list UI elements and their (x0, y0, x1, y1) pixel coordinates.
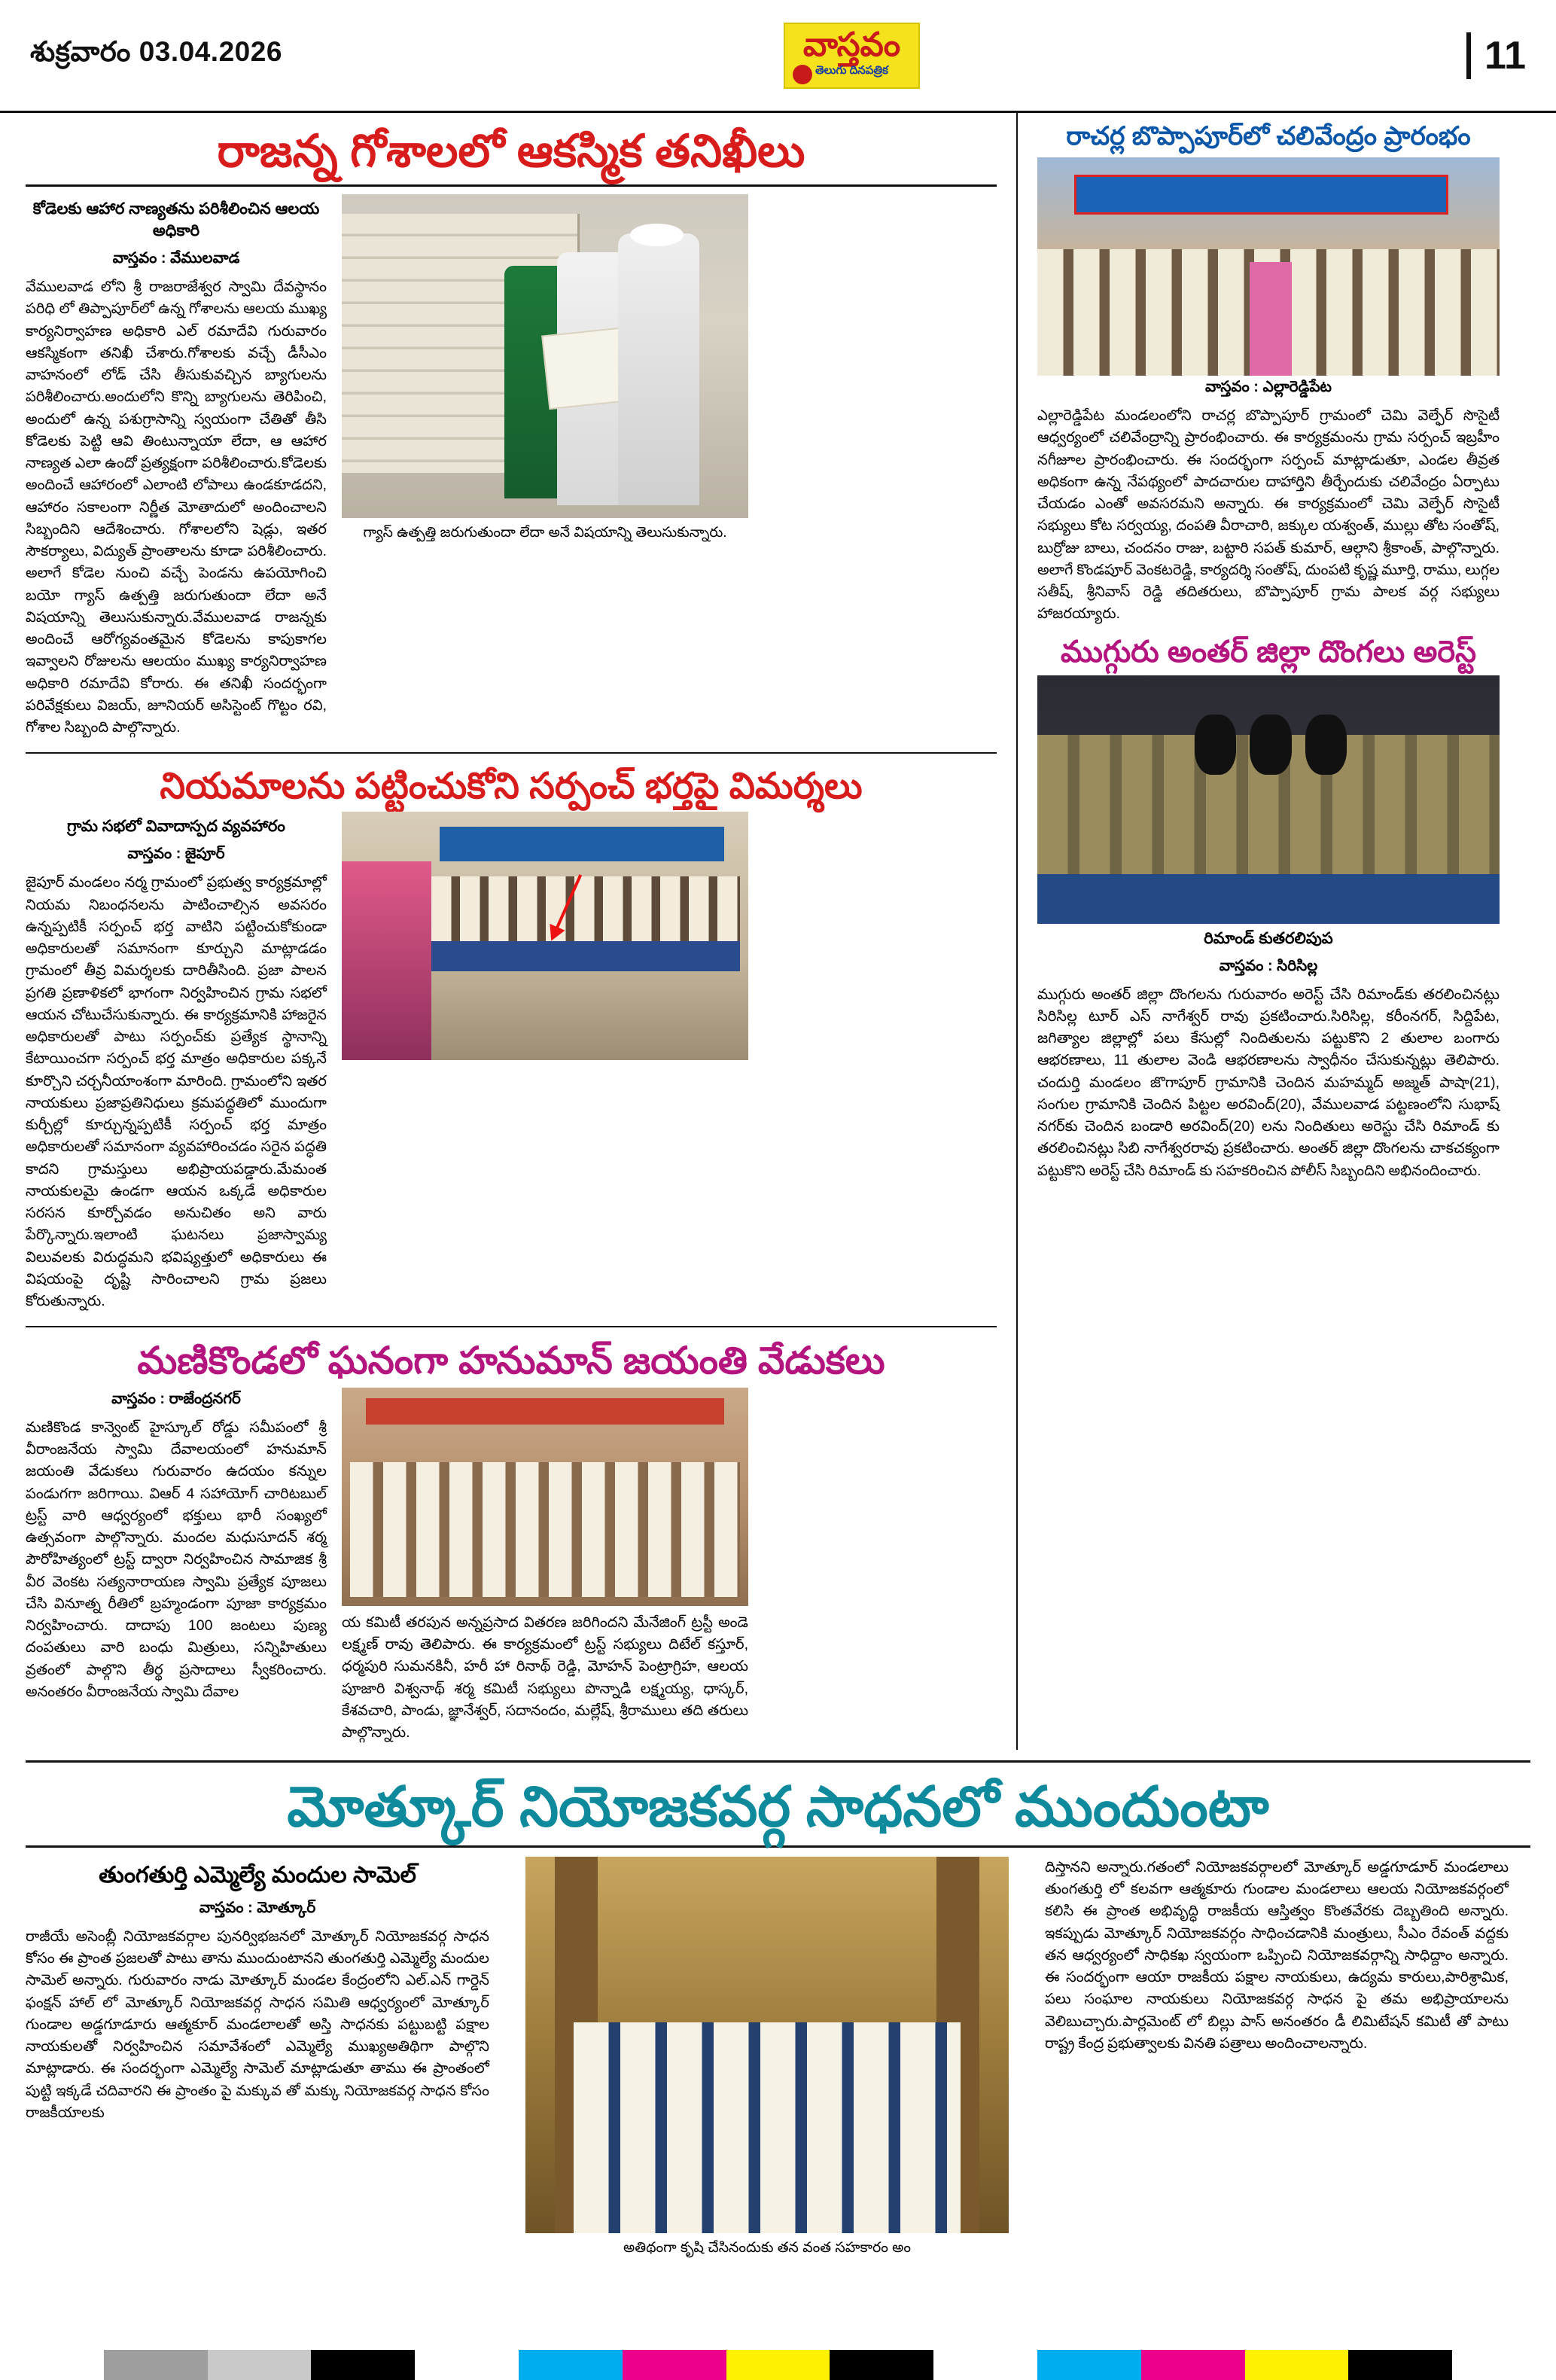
photo-banner (440, 827, 724, 861)
article6-body: రాజీయే అసెంబ్లీ నియోజకవర్గాల పునర్విభజనలో మోత్కూర్ నియోజకవర్గ సాధన కోసం ఈ ప్రాంత ప్రజలతో పాటు తాను ముందుంటానని తుంగతుర్తి ఎమ్మెల్యే మందుల సామెల్ అన్నారు. గురువారం నాడు మోత్కూర్ మండల కేంద్రంలోని ఎల్.ఎన్ గార్డెన్ ఫంక్షన్ హాల్ లో మోత్కూర్ నియోజకవర్గ సాధన సమితి ఆధ్వర్యంలో మోత్కూర్ గుండాల అడ్డగూడూరు ఆత్మకూర్ మండలాలతో అస్తి సాధనకు పట్టుబట్టి పక్షాల నాయకులతో నిర్వహించిన సమావేశంలో ఎమ్మెల్యే ముఖ్యఅతిథిగా పాల్గొని మాట్లాడారు. ఈ సందర్భంగా ఎమ్మెల్యే సామెల్ మాట్లాడుతూ తాము ఈ ప్రాంతంలో పుట్టి ఇక్కడే చదివారని ఈ ప్రాంతం పై మక్కువ తో మక్కు నియోజకవర్గ సాధన కోసం రాజకీయాలకు (26, 1927, 489, 2121)
photo-cap-icon (630, 224, 683, 246)
article6-photo-caption: అతిథంగా కృషి చేసినందుకు తన వంత సహకారం అం (623, 2239, 911, 2256)
article2-photo (1037, 157, 1500, 376)
colorbar-seg (311, 2350, 415, 2380)
left-column (26, 113, 1018, 1750)
colorbar-seg (519, 2350, 623, 2380)
article6-photo (525, 1857, 1009, 2233)
article1-kicker: కోడెలకు ఆహార నాణ్యతను పరిశీలించిన ఆలయ అధికారి (32, 200, 320, 239)
article1-text-column (26, 194, 327, 745)
colorbar-seg (830, 2350, 933, 2380)
photo-desk (1037, 874, 1500, 924)
divider (26, 1845, 1530, 1848)
article5-text-column (26, 1388, 327, 1751)
right-column (1018, 113, 1500, 1750)
article1 (26, 194, 997, 745)
colorbar-seg (933, 2350, 1037, 2380)
article3-text-column (26, 812, 327, 1318)
photo-accused-2 (1250, 715, 1291, 774)
photo-standing-woman (342, 861, 431, 1060)
colorbar-seg (1348, 2350, 1452, 2380)
photo-seated-people (431, 876, 740, 946)
colorbar-seg (0, 2350, 104, 2380)
photo-woman-in-pink (1250, 262, 1291, 376)
newspaper-logo (784, 23, 920, 89)
article3 (26, 812, 997, 1318)
divider (26, 1760, 1530, 1763)
colorbar-seg (208, 2350, 312, 2380)
page-number: 11 (1484, 33, 1526, 78)
article2-byline: వాస్తవం : ఎల్లారెడ్డిపేట (1205, 379, 1332, 396)
article3-photo-column (342, 812, 748, 1318)
divider (26, 184, 997, 187)
article5-body: మణికొండ కాన్వెంట్ హైస్కూల్ రోడ్డు సమీపంలో శ్రీ వీరాంజనేయ స్వామి దేవాలయంలో హనుమాన్ జయంతి వేడుకలు గురువారం ఉదయం కన్నుల పండుగగా జరిగాయి. విఆర్ 4 సహాయోగ్ చారిటబుల్ ట్రస్ట్ వారి ఆధ్వర్యంలో భక్తులు భారీ సంఖ్యలో ఉత్సవంగా పాల్గొన్నారు. మందల మధుసూదన్ శర్మ పౌరోహిత్యంలో ట్రస్ట్ ద్వారా నిర్వహించిన సామాజిక శ్రీ వీర వెంకట సత్యనారాయణ స్వామి ప్రత్యేక పూజలు చేసి వినూత్న రీతిలో బ్రహ్మండంగా పూజా కార్యక్రమం నిర్వహించారు. దాదాపు 100 జంటలు పుణ్య దంపతులు వారి బంధు మిత్రులు, సన్నిహితులు వ్రతంలో పాల్గొని తీర్థ ప్రసాదాలు స్వీకరించారు. అనంతరం వీరాంజనేయ స్వామి దేవాల (26, 1419, 327, 1700)
colorbar-seg (1452, 2350, 1556, 2380)
photo-accused-3 (1305, 715, 1347, 774)
article1-body: వేములవాడ లోని శ్రీ రాజరాజేశ్వర స్వామి దేవస్థానం పరిధి లో తిప్పాపూర్‌లో ఉన్న గోశాలను ఆలయ ముఖ్య కార్యనిర్వాహణ అధికారి ఎల్ రమాదేవి గురువారం ఆకస్మికంగా తనిఖీ చేశారు.గోశాలకు వచ్చే డీసీఎం వాహనంలో లోడ్ చేసి తీసుకువచ్చిన బ్యాగులను పరిశీలించారు.అందులోని కొన్ని బ్యాగులను తెరిపించి, అందులో ఉన్న పశుగ్రాసాన్ని స్వయంగా చేతితో తీసి కోడెలకు పెట్టి ఆవి తింటున్నాయా లేదా, ఆ ఆహార నాణ్యత ఎలా ఉందో ప్రత్యక్షంగా పరిశీలించారు.కోడెలకు అందించే ఆహారంలో ఎలాంటి లోపాలు ఉండకూడదని, ఆహారం సకాలంగా నిర్ణీత మోతాదులో అందించాలని సిబ్బందిని ఆదేశించారు. గోశాలలోని షెడ్లు, ఇతర సౌకర్యాలు, విద్యుత్ ప్రాంతాలను కూడా పరిశీలించారు. అలాగే కోడెల నుంచి వచ్చే పెండను ఉపయోగించి బయో గ్యాస్ ఉత్పత్తి జరుగుతుందా లేదా అనే విషయాన్ని తెలుసుకున్నారు.వేములవాడ రాజన్నకు అందించే ఆరోగ్యవంతమైన కోడెలను కాపుకాగల ఇవ్వాలని రోజులను ఆలయం ముఖ్య కార్యనిర్వాహణ అధికారి రమాదేవి కోరారు. ఈ తనిఖీ సందర్భంగా పరివేక్షకులు విజయ్, జూనియర్ అసిస్టెంట్ గొట్టం రవి, గోశాల సిబ్బంది పాల్గొన్నారు. (26, 279, 327, 736)
photo-devotees-row (350, 1462, 740, 1598)
article6-subhead: తుంగతుర్తి ఎమ్మెల్యే మందుల సామెల్ (99, 1862, 416, 1888)
article3-body: జైపూర్ మండలం నర్మ గ్రామంలో ప్రభుత్వ కార్యక్రమాల్లో నియమ నిబంధనలను పాటించాల్సిన అవసరం ఉన్నప్పటికీ సర్పంచ్ భర్త వాటిని పట్టించుకోకుండా అధికారులతో సమానంగా కూర్చుని మాట్లాడడం గ్రామంలో తీవ్ర విమర్శలకు దారితీసింది. ప్రజా పాలన ప్రగతి ప్రణాళికలో భాగంగా నిర్వహించిన గ్రామ సభలో ఆయన చోటుచేసుకున్నారు. ఈ కార్యక్రమానికి హాజరైన అధికారులతో పాటు సర్పంచ్‌కు ప్రత్యేక స్థానాన్ని కేటాయించగా సర్పంచ్ భర్త మాత్రం అధికారుల పక్కనే కూర్చొని చర్చనీయాంశంగా మారింది. గ్రామంలోని ఇతర నాయకులు ప్రజాప్రతినిధులు క్రమపద్ధతిలో ముందుగా కుర్చీల్లో కూర్చున్నప్పటికీ సర్పంచ్ భర్త మాత్రం అధికారులతో సమానంగా వ్యవహారించడం సరైన పద్ధతి కాదని గ్రామస్తులు అభిప్రాయపడ్డారు.మేమంత నాయకులమై ఉండగా ఆయన ఒక్కడే అధికారుల సరసన కూర్చోవడం అనుచితం అని వారు పేర్కొన్నారు.ఇలాంటి ఘటనలు ప్రజాస్వామ్య విలువలకు విరుద్ధమని భవిష్యత్తులో అధికారులు ఈ విషయంపై దృష్టి సారించాలని గ్రామ ప్రజలు కోరుతున్నారు. (26, 874, 327, 1310)
colorbar-seg (1141, 2350, 1245, 2380)
photo-inauguration-banner (1074, 175, 1448, 214)
colorbar-seg (415, 2350, 519, 2380)
colorbar-seg (104, 2350, 208, 2380)
article5-photo (342, 1388, 748, 1606)
article5-photo-column (342, 1388, 748, 1751)
article1-headline: రాజన్న గోశాలలో ఆకస్మిక తనిఖీలు (217, 126, 805, 176)
article6-photo-column (507, 1857, 1027, 2265)
article5 (26, 1388, 997, 1751)
logo-name: వాస్తవం (802, 26, 901, 63)
divider (26, 752, 997, 754)
photo-speakers (574, 2022, 961, 2233)
publication-date: శుక్రవారం 03.04.2026 (30, 36, 282, 67)
masthead (0, 0, 1556, 113)
article2-headline: రాచర్ల బొప్పాపూర్‌లో చలివేంద్రం ప్రారంభం (1066, 122, 1471, 151)
article3-subhead: గ్రామ సభలో వివాదాస్పద వ్యవహారం (67, 818, 285, 836)
photo-person-3 (618, 233, 699, 505)
main-columns (26, 113, 1530, 1750)
article4-photo (1037, 675, 1500, 924)
article4-byline: వాస్తవం : సిరిసిల్ల (1219, 957, 1318, 974)
photo-event-banner (366, 1398, 723, 1425)
article5-byline: వాస్తవం : రాజేంద్రనగర్ (111, 1390, 241, 1407)
colorbar-seg (726, 2350, 830, 2380)
article6-body-continued: దిస్తానని అన్నారు.గతంలో నియోజకవర్గాలలో మోత్కూర్ అడ్డగూడూర్ మండలాలు తుంగతుర్తి లో కలవగా ఆత్మకూరు గుండాల మండలాలు ఆలయ నియోజకవర్గంలో కలిసి ఈ ప్రాంత అభివృద్ధి రాజకీయ ఆస్తిత్వం కొంతవేరకు దెబ్బతింది అన్నారు. ఇకప్పుడు మోత్కూర్ నియోజకవర్గం సాధించడానికి మంత్రులు, సీఎం రేవంత్ వద్దకు తన ఆధ్వర్యంలో సాధికఖ స్వయంగా ఒప్పించి నియోజకవర్గాన్ని సాధిద్దాం అన్నారు. ఈ సందర్భంగా ఆయా రాజకీయ పక్షాల నాయకులు, ఉద్యమ కారులు,పారిశ్రామిక, పలు సంఘాల నాయకులు నియోజకవర్గ సాధన పై తమ అభిప్రాయాలను వెలిబుచ్చారు.పార్లమెంట్ లో బిల్లు పాస్ అనంతరం డీ లిమిటేషన్ కమిటీ తో పాటు రాష్ట్ర కేంద్ర ప్రభుత్వాలకు వినతి పత్రాలు అందించాలన్నారు. (1045, 1858, 1509, 2052)
article3-photo (342, 812, 748, 1060)
article6-headline: మోత్కూర్ నియోజకవర్గ సాధనలో ముందుంటా (287, 1775, 1269, 1839)
article6 (26, 1857, 1530, 2265)
color-registration-bar (0, 2350, 1556, 2380)
article1-byline: వాస్తవం : వేములవాడ (112, 250, 240, 267)
article6-right-text (1027, 1857, 1509, 2265)
page-number-group (1466, 32, 1526, 79)
article1-photo (342, 194, 748, 518)
photo-accused-1 (1195, 715, 1236, 774)
article2-body: ఎల్లారెడ్డిపేట మండలంలోని రాచర్ల బొప్పాపూర్ గ్రామంలో చెమి వెల్ఫేర్ సొసైటీ ఆధ్వర్యంలో చలివేంద్రాన్ని ప్రారంభించారు. ఈ కార్యక్రమంను గ్రామ సర్పంచ్ ఇబ్రహీం నగీజూల ప్రారంభించారు. ఈ సందర్భంగా సర్పంచ్ మాట్లాడుతూ, ఎండల తీవ్రత అధికంగా ఉన్న నేపథ్యంలో పాదచారుల దాహార్తిని తీర్చేందుకు చలివేంద్రం ఏర్పాటు చేయడం ఎంతో అవసరమని అన్నారు. ఈ కార్యక్రమంలో చెమి వెల్ఫేర్ సొసైటీ సభ్యులు కోట సర్వయ్య, దంపతి వీరాచారి, జక్కుల యశ్వంత్, ముల్లు తోట సంతోష్, బుర్రోజు బాలు, చందనం రాజు, బట్టారి సపత్ కుమార్, ఆల్గాని శ్రీకాంత్, పాల్గొన్నారు. అలాగే కొండపూర్ వెంకటరెడ్డి, కార్యదర్శి సంతోష్, దుంపటి కృష్ణ మూర్తి, రాము, లుగ్గల సతీష్, శ్రీనివాస్ రెడ్డి తదితరులు, బొప్పాపూర్ గ్రామ పాలక వర్గ సభ్యులు హాజరయ్యారు. (1037, 407, 1500, 623)
article4-headline: ముగ్గురు అంతర్ జిల్లా దొంగలు అరెస్ట్ (1060, 635, 1477, 669)
article5-headline: మణికొండలో ఘనంగా హనుమాన్ జయంతి వేడుకలు (137, 1339, 885, 1382)
article6-byline: వాస్తవం : మోత్కూర్ (199, 1899, 316, 1916)
article3-byline: వాస్తవం : జైపూర్ (127, 846, 225, 863)
page-number-rule (1466, 32, 1471, 79)
article5-body-continued: య కమిటీ తరపున అన్నప్రసాద వితరణ జరిగిందని మేనేజింగ్ ట్రస్టీ అండె లక్ష్మణ్ రావు తెలిపారు. ఈ కార్యక్రమంలో ట్రస్ట్ సభ్యులు దిటేల్ కస్తూర్, ధర్మపురి సుమనకినీ, హరీ హా రినాథ్ రెడ్డి, మోహన్ పెంట్రాగ్రిహ, ఆలయ పూజారి విశ్వనాథ్ శర్మ కమిటీ సభ్యులు పొన్నాడి లక్ష్మయ్య, ధాస్కర్, కేశవచారి, పాండు, జ్ఞానేశ్వర్, సదానందం, మల్లేష్, శ్రీరాములు తది తరులు పాల్గొన్నారు. (342, 1614, 748, 1742)
photo-table (431, 941, 740, 971)
colorbar-seg (1245, 2350, 1349, 2380)
colorbar-seg (1037, 2350, 1141, 2380)
logo-subtitle: తెలుగు దినపత్రిక (815, 63, 888, 77)
article3-headline: నియమాలను పట్టించుకోని సర్పంచ్ భర్తపై విమర్శలు (160, 766, 863, 807)
logo-badge-icon (793, 65, 812, 84)
article4-photo-caption: రిమాండ్ కుతరలిపుప (1204, 929, 1333, 947)
article1-photo-column (342, 194, 748, 745)
divider (26, 1326, 997, 1327)
page-body (0, 113, 1556, 2264)
colorbar-seg (623, 2350, 726, 2380)
article6-left-text (26, 1857, 507, 2265)
article4-body: ముగ్గురు అంతర్ జిల్లా దొంగలను గురువారం అరెస్ట్ చేసి రిమాండ్‌కు తరలించినట్లు సిరిసిల్ల టూర్ ఎస్ నాగేశ్వర్ రావు ప్రకటించారు.సిరిసిల్ల, కరీంనగర్, సిద్దిపేట, జగిత్యాల జిల్లాల్లో పలు కేసుల్లో నిందితులను పట్టుకొని 2 తులాల బంగారు ఆభరణాలు, 11 తులాల వెండి ఆభరణాలను స్వాధీనం చేసుకున్నట్లు తెలిపారు. చందుర్తి మండలం జొగాపూర్ గ్రామానికి చెందిన మహమ్మద్ అజ్మత్ పాషా(21), సంగుల గ్రామానికి చెందిన పిట్టల అరవింద్(20), వేములవాడ పట్టణంలోని సుభాష్ నగర్‌కు చెందిన బండారి అరవింద్(20) లను నిందితులు అరెస్టు చేసి రిమాండ్ కు తరలించినట్లు సిబి నాగేశ్వరరావు ప్రకటించారు. అంతర్ జిల్లా దొంగలను చాకచక్యంగా పట్టుకొని అరెస్ట్ చేసి రిమాండ్ కు సహకరించిన పోలీస్ సిబ్బందిని అభినందించారు. (1037, 986, 1500, 1179)
article1-photo-caption: గ్యాస్ ఉత్పత్తి జరుగుతుందా లేదా అనే విషయాన్ని తెలుసుకున్నారు. (363, 525, 727, 541)
